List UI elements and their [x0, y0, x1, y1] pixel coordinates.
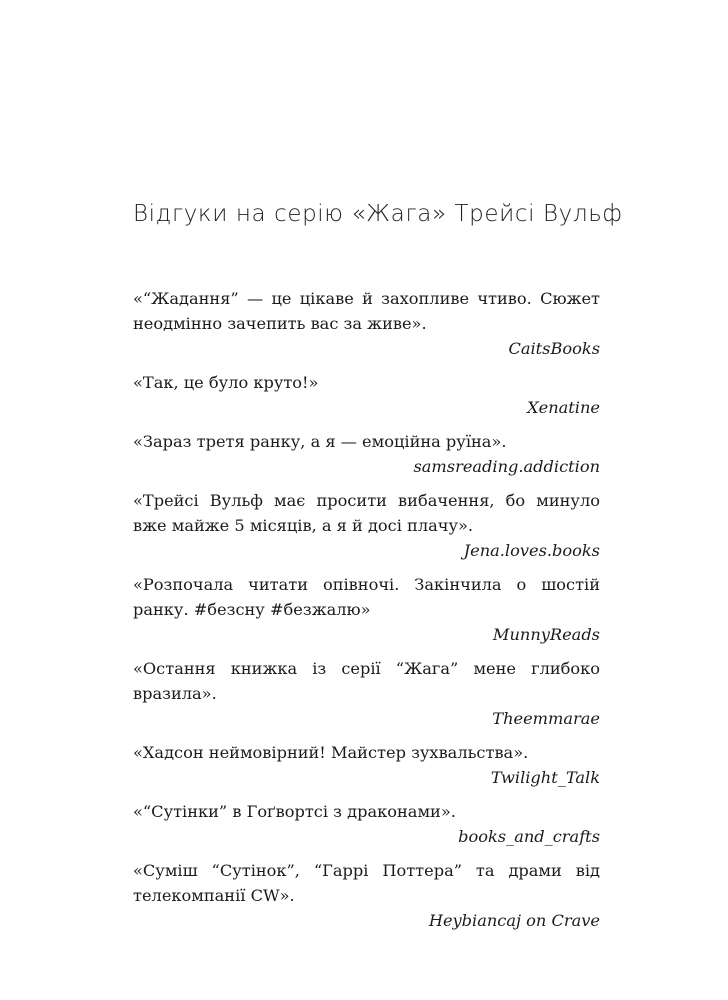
review-author: samsreading.addiction — [413, 457, 600, 476]
review-author: CaitsBooks — [508, 339, 600, 358]
review-quote: «Суміш “Сутінок”, “Гаррі Поттера” та драми від телекомпанії CW». — [133, 861, 600, 905]
review-item — [133, 488, 600, 563]
review-item — [133, 656, 600, 731]
review-quote: «“Жадання” — це цікаве й захопливе чтиво. Сюжет неодмінно зачепить вас за живе». — [133, 289, 600, 333]
reviews-list — [133, 286, 600, 942]
review-item — [133, 429, 600, 479]
review-author: Twilight_Talk — [490, 768, 600, 787]
review-item — [133, 799, 600, 849]
review-author: Xenatine — [527, 398, 600, 417]
review-author: Jena.loves.books — [463, 541, 600, 560]
review-quote: «Трейсі Вульф має просити вибачення, бо минуло вже майже 5 місяців, а я й досі плачу». — [133, 491, 600, 535]
review-item — [133, 858, 600, 933]
review-quote: «Зараз третя ранку, а я — емоційна руїна». — [133, 432, 507, 451]
review-author: books_and_crafts — [458, 827, 600, 846]
review-quote: «Так, це було круто!» — [133, 373, 319, 392]
review-author: MunnyReads — [492, 625, 600, 644]
review-quote: «Хадсон неймовірний! Майстер зухвальства». — [133, 743, 529, 762]
review-quote: «Розпочала читати опівночі. Закінчила о шостій ранку. #безсну #безжалю» — [133, 575, 600, 619]
review-item — [133, 572, 600, 647]
review-quote: «Остання книжка із серії “Жага” мене глибоко вразила». — [133, 659, 600, 703]
review-quote: «“Сутінки” в Гоґвортсі з драконами». — [133, 802, 456, 821]
review-author: Theemmarae — [492, 709, 600, 728]
review-item — [133, 286, 600, 361]
review-item — [133, 740, 600, 790]
review-author: Heybiancaj on Crave — [428, 911, 600, 930]
page-heading: Відгуки на серію «Жага» Трейсі Вульф — [133, 201, 623, 227]
review-item — [133, 370, 600, 420]
